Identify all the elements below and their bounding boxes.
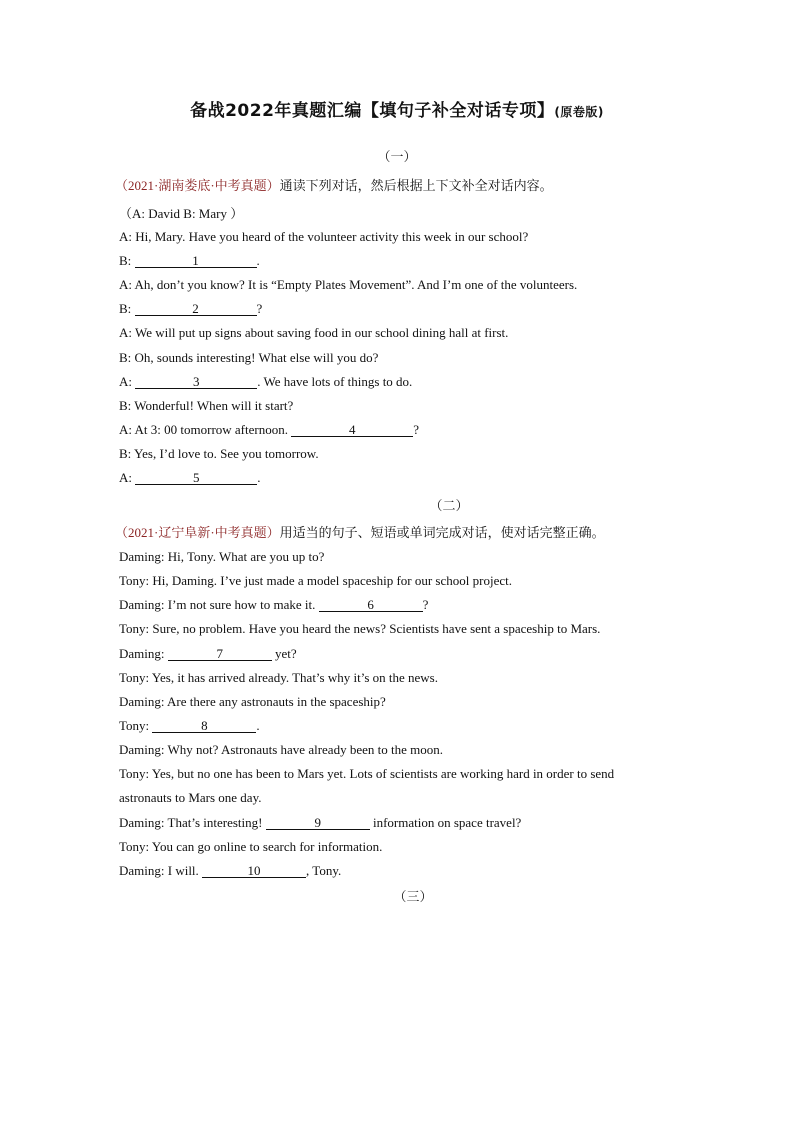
dialogue-line: Daming: Hi, Tony. What are you up to? [119, 549, 325, 564]
answer-blank-10[interactable]: 10 [202, 864, 306, 878]
dialogue-line: Tony: Yes, it has arrived already. That’s why it’s on the news. [119, 670, 438, 685]
section-2-heading: （二） [429, 498, 469, 513]
dialogue-line: Daming: That’s interesting! 9 information on space travel? [119, 815, 522, 830]
dialogue-line: Daming: Are there any astronauts in the spaceship? [119, 694, 386, 709]
answer-blank-5[interactable]: 5 [135, 471, 257, 485]
dialogue-line: B: 1 . [119, 253, 260, 268]
dialogue-line: B: 2 ? [119, 301, 263, 316]
answer-blank-2[interactable]: 2 [135, 302, 257, 316]
section-1-instruction: 通读下列对话，然后根据上下文补全对话内容。 [279, 178, 553, 193]
answer-blank-3[interactable]: 3 [135, 375, 257, 389]
dialogue-line: A: At 3: 00 tomorrow afternoon. 4 ? [119, 422, 420, 437]
section-3-heading: （三） [393, 889, 433, 904]
section-1-source-line [115, 175, 553, 194]
dialogue-line: A: Hi, Mary. Have you heard of the volunteer activity this week in our school? [119, 229, 529, 244]
page-title [0, 96, 794, 121]
dialogue-line: Daming: I will. 10 , Tony. [119, 863, 342, 878]
section-2-source-line [115, 522, 605, 541]
title-main: 备战2022年真题汇编【填句子补全对话专项】 [190, 101, 555, 121]
answer-blank-9[interactable]: 9 [266, 816, 370, 830]
dialogue-line: A: Ah, don’t you know? It is “Empty Plates Movement”. And I’m one of the volunteers. [119, 277, 578, 292]
title-suffix: (原卷版) [554, 105, 604, 119]
answer-blank-4[interactable]: 4 [291, 423, 413, 437]
section-2-source: （2021·辽宁阜新·中考真题） [115, 525, 280, 540]
section-1-source: （2021·湖南娄底·中考真题） [115, 178, 280, 193]
dialogue-line: Tony: 8 . [119, 718, 260, 733]
dialogue-line: Tony: Yes, but no one has been to Mars yet. Lots of scientists are working hard in order to send [119, 766, 615, 781]
answer-blank-8[interactable]: 8 [152, 719, 256, 733]
section-1-roles: （A: David B: Mary ） [119, 206, 244, 221]
dialogue-line: B: Oh, sounds interesting! What else will you do? [119, 350, 379, 365]
dialogue-line: Daming: I’m not sure how to make it. 6 ? [119, 597, 429, 612]
answer-blank-7[interactable]: 7 [168, 647, 272, 661]
dialogue-line: astronauts to Mars one day. [119, 790, 262, 805]
dialogue-line: B: Wonderful! When will it start? [119, 398, 294, 413]
section-2-instruction: 用适当的句子、短语或单词完成对话，使对话完整正确。 [279, 525, 605, 540]
answer-blank-1[interactable]: 1 [135, 254, 257, 268]
dialogue-line: A: We will put up signs about saving food in our school dining hall at first. [119, 325, 509, 340]
dialogue-line: Tony: Hi, Daming. I’ve just made a model spaceship for our school project. [119, 573, 512, 588]
dialogue-line: B: Yes, I’d love to. See you tomorrow. [119, 446, 319, 461]
dialogue-line: Daming: 7 yet? [119, 646, 297, 661]
dialogue-line: Tony: Sure, no problem. Have you heard the news? Scientists have sent a spaceship to Mars. [119, 621, 601, 636]
dialogue-line: Tony: You can go online to search for information. [119, 839, 383, 854]
dialogue-line: A: 5 . [119, 470, 261, 485]
dialogue-line: A: 3 . We have lots of things to do. [119, 374, 413, 389]
answer-blank-6[interactable]: 6 [319, 598, 423, 612]
section-1-heading: （一） [377, 149, 417, 164]
dialogue-line: Daming: Why not? Astronauts have already been to the moon. [119, 742, 443, 757]
